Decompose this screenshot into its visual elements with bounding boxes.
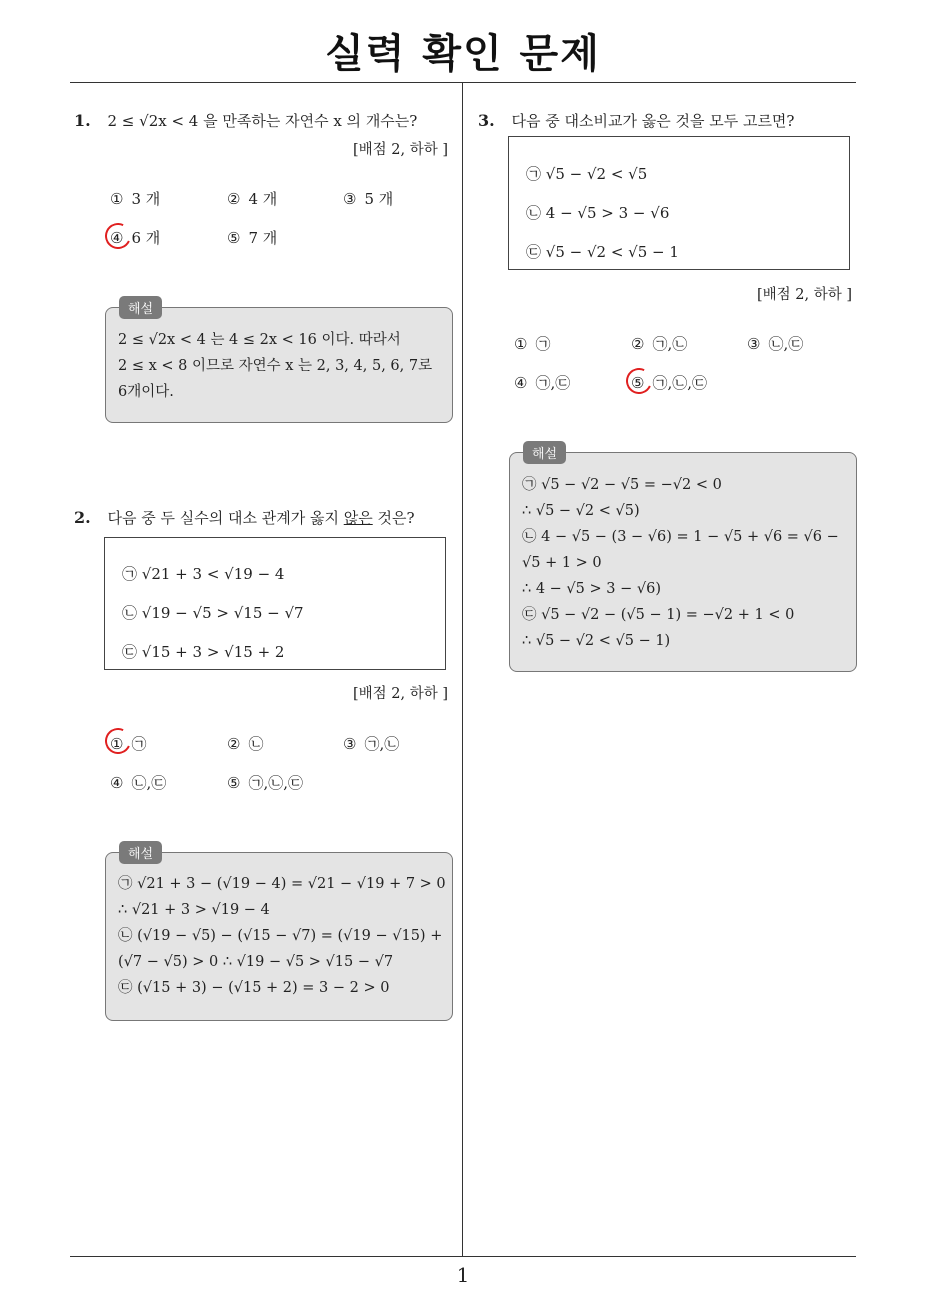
- q3-condition-2: ㉡ 4 − √5 > 3 − √6: [526, 204, 670, 222]
- q1-option-2[interactable]: ② 4 개: [227, 190, 278, 208]
- q1-option-5[interactable]: ⑤ 7 개: [227, 229, 278, 247]
- question-3-text: 다음 중 대소비교가 옳은 것을 모두 고르면?: [511, 112, 795, 130]
- q2-condition-3: ㉢ √15 + 3 > √15 + 2: [122, 643, 285, 661]
- q3-solution-tag: 해설: [523, 441, 566, 464]
- page-number: 1: [456, 1263, 470, 1287]
- question-1-text: 2 ≤ √2x < 4 을 만족하는 자연수 x 의 개수는?: [107, 112, 418, 130]
- page-title: 실력 확인 문제: [325, 31, 601, 77]
- column-divider: [462, 82, 463, 1257]
- question-3-number: 3.: [478, 111, 495, 130]
- q1-option-1[interactable]: ① 3 개: [110, 190, 161, 208]
- q2-solution-text: ㉠ √21 + 3 − (√19 − 4) = √21 − √19 + 7 > 0 ∴ √21 + 3 > √19 − 4 ㉡ (√19 − √5) − (√15 − √7) = (√19 − √15) + (√7 − √5) > 0 ∴ √19 − √5 > √15 − √7 ㉢ (√15 + 3) − (√15 + 2) = 3 − 2 > 0: [118, 876, 446, 996]
- q1-option-3[interactable]: ③ 5 개: [343, 190, 394, 208]
- q3-solution-text: ㉠ √5 − √2 − √5 = −√2 < 0 ∴ √5 − √2 < √5) ㉡ 4 − √5 − (3 − √6) = 1 − √5 + √6 = √6 − √5 + 1 > 0 ∴ 4 − √5 > 3 − √6) ㉢ √5 − √2 − (√5 − 1) = −√2 + 1 < 0 ∴ √5 − √2 < √5 − 1): [522, 477, 839, 649]
- q3-condition-3: ㉢ √5 − √2 < √5 − 1: [526, 243, 679, 261]
- question-3: [478, 110, 794, 131]
- q3-condition-1: ㉠ √5 − √2 < √5: [526, 165, 648, 183]
- q2-option-4[interactable]: ④ ㉡,㉢: [110, 774, 167, 792]
- q2-option-5[interactable]: ⑤ ㉠,㉡,㉢: [227, 774, 303, 792]
- q3-option-5[interactable]: ⑤ ㉠,㉡,㉢: [631, 374, 707, 392]
- question-1: [74, 110, 417, 131]
- q3-option-2[interactable]: ② ㉠,㉡: [631, 335, 688, 353]
- bottom-rule: [70, 1256, 856, 1257]
- q2-option-2[interactable]: ② ㉡: [227, 735, 264, 753]
- question-3-score: [배점 2, 하하 ]: [756, 287, 852, 303]
- q2-solution-tag: 해설: [119, 841, 162, 864]
- q3-option-3[interactable]: ③ ㉡,㉢: [747, 335, 804, 353]
- question-1-number: 1.: [74, 111, 91, 130]
- question-2-number: 2.: [74, 508, 91, 527]
- question-2-score: [배점 2, 하하 ]: [352, 686, 448, 702]
- q1-option-4[interactable]: ④ 6 개: [110, 229, 161, 247]
- q1-solution-text: 2 ≤ √2x < 4 는 4 ≤ 2x < 16 이다. 따라서 2 ≤ x < 8 이므로 자연수 x 는 2, 3, 4, 5, 6, 7로 6개이다.: [118, 332, 433, 400]
- q2-condition-2: ㉡ √19 − √5 > √15 − √7: [122, 604, 304, 622]
- question-2: 2. 다음 중 두 실수의 대소 관계가 옳지 않은 것은?: [74, 508, 415, 527]
- q3-option-4[interactable]: ④ ㉠,㉢: [514, 374, 571, 392]
- q2-condition-1: ㉠ √21 + 3 < √19 − 4: [122, 565, 285, 583]
- top-rule: [70, 82, 856, 83]
- question-2-underlined: 않은: [343, 509, 373, 527]
- question-1-score: [배점 2, 하하 ]: [352, 142, 448, 158]
- q2-option-3[interactable]: ③ ㉠,㉡: [343, 735, 400, 753]
- q3-option-1[interactable]: ① ㉠: [514, 335, 551, 353]
- q1-solution-tag: 해설: [119, 296, 162, 319]
- question-2-text: 다음 중 두 실수의 대소 관계가 옳지: [107, 509, 344, 527]
- q2-option-1[interactable]: ① ㉠: [110, 735, 147, 753]
